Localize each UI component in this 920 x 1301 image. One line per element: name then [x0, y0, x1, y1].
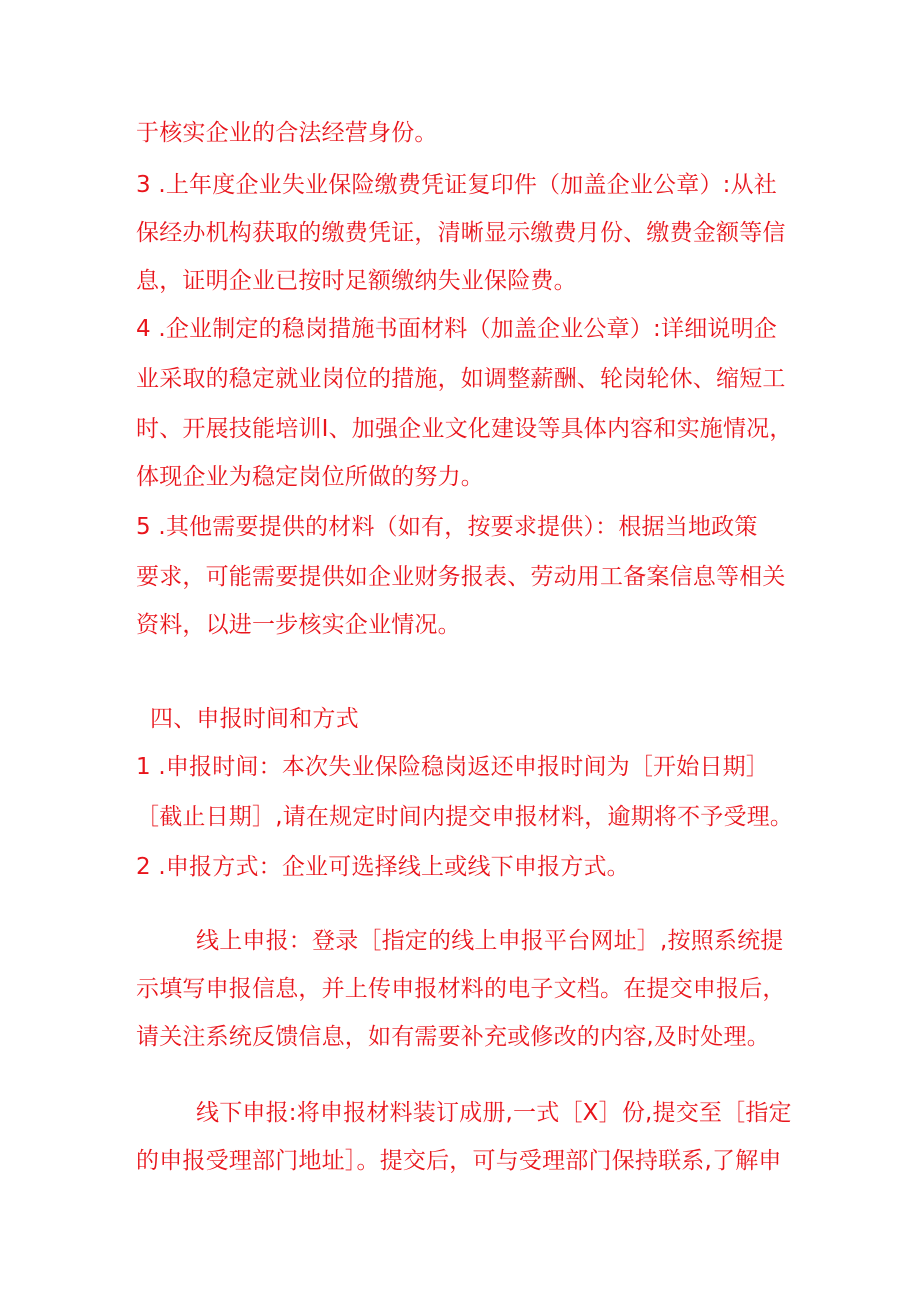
text-line: 体现企业为稳定岗位所做的努力。 [136, 464, 484, 490]
text-line: 请关注系统反馈信息，如有需要补充或修改的内容,及时处理。 [136, 1024, 770, 1050]
section-heading: 四、申报时间和方式 [150, 706, 359, 732]
text-line: 时、开展技能培训I、加强企业文化建设等具体内容和实施情况， [136, 416, 793, 442]
text-line: ［截止日期］,请在规定时间内提交申报材料，逾期将不予受理。 [136, 804, 794, 830]
text-line: 业采取的稳定就业岗位的措施，如调整薪酬、轮岗轮休、缩短工 [136, 366, 786, 392]
text-line: 线下申报:将申报材料装订成册,一式［X］份,提交至［指定 [196, 1100, 792, 1126]
text-line: 的申报受理部门地址］。提交后，可与受理部门保持联系,了解申 [136, 1148, 782, 1174]
text-line: 4 .企业制定的稳岗措施书面材料（加盖企业公章）:详细说明企 [136, 316, 778, 342]
text-line: 要求，可能需要提供如企业财务报表、劳动用工备案信息等相关 [136, 564, 786, 590]
text-line: 示填写申报信息，并上传申报材料的电子文档。在提交申报后， [136, 976, 786, 1002]
text-line: 线上申报：登录［指定的线上申报平台网址］,按照系统提 [196, 928, 784, 954]
text-line: 资料，以进一步核实企业情况。 [136, 612, 461, 638]
text-line: 保经办机构获取的缴费凭证，清晰显示缴费月份、缴费金额等信 [136, 220, 786, 246]
text-line: 1 .申报时间：本次失业保险稳岗返还申报时间为［开始日期］ [136, 754, 770, 780]
text-line: 于核实企业的合法经营身份。 [136, 120, 438, 146]
text-line: 息，证明企业已按时足额缴纳失业保险费。 [136, 268, 577, 294]
text-line: 5 .其他需要提供的材料（如有，按要求提供）：根据当地政策 [136, 514, 758, 540]
text-line: 3 .上年度企业失业保险缴费凭证复印件（加盖企业公章）:从社 [136, 172, 778, 198]
text-line: 2 .申报方式：企业可选择线上或线下申报方式。 [136, 854, 630, 880]
